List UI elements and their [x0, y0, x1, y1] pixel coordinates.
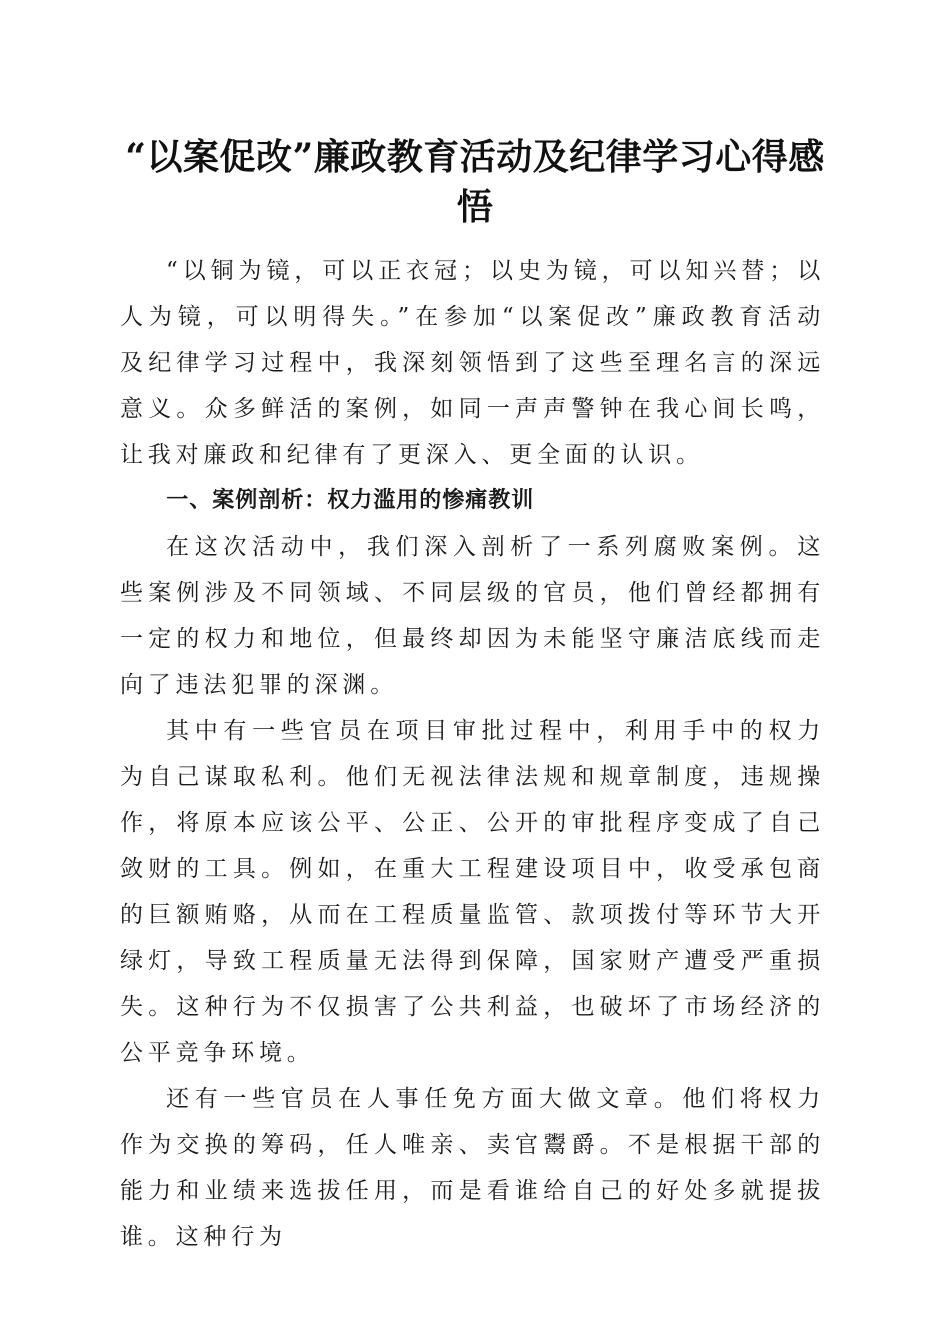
document-title: “以案促改”廉政教育活动及纪律学习心得感悟 — [125, 136, 825, 228]
intro-paragraph: “以铜为镜，可以正衣冠；以史为镜，可以知兴替；以人为镜，可以明得失。”在参加“以案促改”廉政教育活动及纪律学习过程中，我深刻领悟到了这些至理名言的深远意义。众多鲜活的案例，如同一声声警钟在我心间长鸣，让我对廉政和纪律有了更深入、更全面的认识。 — [120, 258, 825, 468]
section-paragraph-2: 其中有一些官员在项目审批过程中，利用手中的权力为自己谋取私利。他们无视法律法规和规章制度，违规操作，将原本应该公平、公正、公开的审批程序变成了自己敛财的工具。例如，在重大工程建设项目中，收受承包商的巨额贿赂，从而在工程质量监管、款项拨付等环节大开绿灯，导致工程质量无法得到保障，国家财产遭受严重损失。这种行为不仅损害了公共利益，也破坏了市场经济的公平竞争环境。 — [120, 718, 825, 1066]
document-body — [120, 248, 825, 1260]
section-paragraph-1: 在这次活动中，我们深入剖析了一系列腐败案例。这些案例涉及不同领域、不同层级的官员，他们曾经都拥有一定的权力和地位，但最终却因为未能坚守廉洁底线而走向了违法犯罪的深渊。 — [120, 534, 825, 698]
section-heading: 一、案例剖析：权力滥用的惨痛教训 — [166, 488, 535, 513]
section-paragraph-3: 还有一些官员在人事任免方面大做文章。他们将权力作为交换的筹码，任人唯亲、卖官鬻爵。不是根据干部的能力和业绩来选拔任用，而是看谁给自己的好处多就提拔谁。这种行为 — [120, 1086, 825, 1250]
